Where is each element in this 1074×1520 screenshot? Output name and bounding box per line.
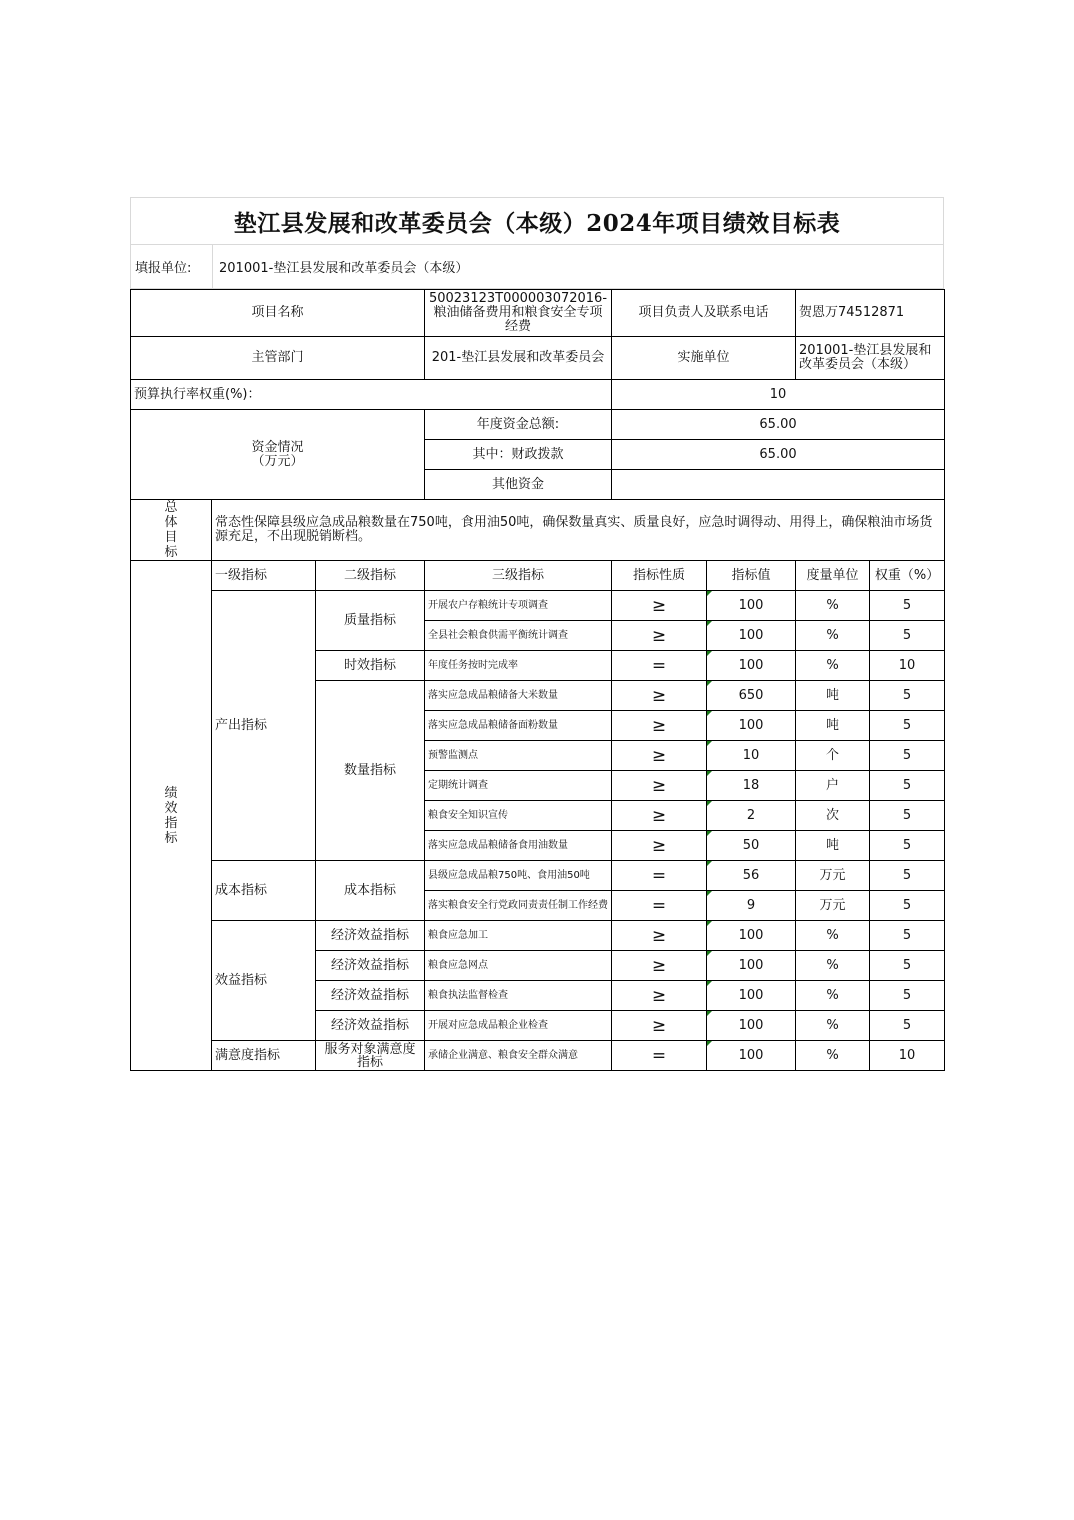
dept-label: 主管部门: [131, 337, 425, 380]
indicator-value: 650: [707, 681, 796, 711]
indicator-unit: %: [796, 621, 870, 651]
goal-label-cell: [131, 500, 212, 561]
indicator-unit: %: [796, 951, 870, 981]
indicator-value: 18: [707, 771, 796, 801]
indicator-value: 50: [707, 831, 796, 861]
indicator-name: 全县社会粮食供需平衡统计调查: [425, 621, 612, 651]
indicator-nature: ≥: [612, 771, 707, 801]
indicator-name: 定期统计调查: [425, 771, 612, 801]
indicator-value: 56: [707, 861, 796, 891]
fill-unit-label: 填报单位:: [131, 245, 213, 288]
indicator-nature: ≥: [612, 741, 707, 771]
funds-total-label: 年度资金总额:: [425, 410, 612, 440]
indicator-weight: 5: [870, 591, 945, 621]
indicator-name: 承储企业满意、粮食安全群众满意: [425, 1041, 612, 1071]
contact-label: 项目负责人及联系电话: [612, 290, 796, 337]
indicator-nature: ≥: [612, 1011, 707, 1041]
indicator-name: 年度任务按时完成率: [425, 651, 612, 681]
indicator-weight: 5: [870, 621, 945, 651]
indicator-nature: ≥: [612, 681, 707, 711]
indicator-nature: ≥: [612, 831, 707, 861]
header-level2: 二级指标: [316, 561, 425, 591]
indicator-weight: 5: [870, 801, 945, 831]
project-name-label: 项目名称: [131, 290, 425, 337]
indicator-value: 100: [707, 651, 796, 681]
indicator-weight: 5: [870, 951, 945, 981]
fill-unit-value: 201001-垫江县发展和改革委员会（本级）: [219, 261, 469, 276]
header-level3: 三级指标: [425, 561, 612, 591]
indicator-value: 100: [707, 711, 796, 741]
indicator-name: 粮食安全知识宣传: [425, 801, 612, 831]
indicator-value: 9: [707, 891, 796, 921]
indicator-weight: 5: [870, 711, 945, 741]
indicator-nature: ≥: [612, 621, 707, 651]
project-name-value: 50023123T000003072016-粮油储备费用和粮食安全专项经费: [425, 290, 612, 337]
indicator-nature: =: [612, 861, 707, 891]
indicator-nature: ≥: [612, 591, 707, 621]
indicator-name: 落实应急成品粮储备面粉数量: [425, 711, 612, 741]
indicator-unit: %: [796, 981, 870, 1011]
funds-other-value: [612, 470, 945, 500]
indicator-name: 粮食应急网点: [425, 951, 612, 981]
indicator-weight: 5: [870, 981, 945, 1011]
funds-fiscal-label: 其中：财政拨款: [425, 440, 612, 470]
level2-timeliness: 时效指标: [316, 651, 425, 681]
indicator-unit: 吨: [796, 681, 870, 711]
header-level1: 一级指标: [212, 561, 316, 591]
funds-label: 资金情况 （万元）: [131, 410, 425, 500]
indicator-nature: ≥: [612, 921, 707, 951]
indicator-weight: 5: [870, 1011, 945, 1041]
budget-rate-label: 预算执行率权重(%)：: [131, 380, 612, 410]
indicator-value: 2: [707, 801, 796, 831]
level1-satisfaction: 满意度指标: [212, 1041, 316, 1071]
goal-text: 常态性保障县级应急成品粮数量在750吨，食用油50吨，确保数量真实、质量良好，应急时调得动、用得上，确保粮油市场货源充足，不出现脱销断档。: [212, 500, 945, 561]
indicator-name: 县级应急成品粮750吨、食用油50吨: [425, 861, 612, 891]
indicator-unit: %: [796, 921, 870, 951]
indicator-nature: ≥: [612, 951, 707, 981]
performance-target-sheet: [130, 197, 944, 1071]
level2-economic: 经济效益指标: [316, 981, 425, 1011]
level2-quantity: 数量指标: [316, 681, 425, 861]
impl-label: 实施单位: [612, 337, 796, 380]
level1-cost: 成本指标: [212, 861, 316, 921]
indicator-value: 100: [707, 981, 796, 1011]
indicator-weight: 10: [870, 651, 945, 681]
level2-economic: 经济效益指标: [316, 1011, 425, 1041]
page-title: 垫江县发展和改革委员会（本级）2024年项目绩效目标表: [130, 197, 944, 244]
indicator-nature: ≥: [612, 981, 707, 1011]
header-unit: 度量单位: [796, 561, 870, 591]
indicators-label-cell: [131, 561, 212, 1071]
impl-value: 201001-垫江县发展和改革委员会（本级）: [796, 337, 945, 380]
indicator-value: 10: [707, 741, 796, 771]
indicator-value: 100: [707, 591, 796, 621]
level1-benefit: 效益指标: [212, 921, 316, 1041]
goal-label: 总体目标: [164, 500, 178, 560]
indicator-weight: 5: [870, 921, 945, 951]
indicator-unit: %: [796, 651, 870, 681]
indicator-name: 落实应急成品粮储备大米数量: [425, 681, 612, 711]
indicator-unit: 吨: [796, 711, 870, 741]
header-weight: 权重（%）: [870, 561, 945, 591]
indicator-unit: 万元: [796, 861, 870, 891]
level2-satisfaction: 服务对象满意度指标: [316, 1041, 425, 1071]
level1-output: 产出指标: [212, 591, 316, 861]
indicator-nature: =: [612, 891, 707, 921]
header-value: 指标值: [707, 561, 796, 591]
indicator-name: 落实应急成品粮储备食用油数量: [425, 831, 612, 861]
performance-table: [130, 289, 945, 1071]
indicators-label: 绩效指标: [164, 785, 178, 846]
indicator-value: 100: [707, 951, 796, 981]
indicator-value: 100: [707, 921, 796, 951]
indicator-value: 100: [707, 1011, 796, 1041]
funds-total-value: 65.00: [612, 410, 945, 440]
indicator-value: 100: [707, 1041, 796, 1071]
indicator-unit: %: [796, 1041, 870, 1071]
funds-fiscal-value: 65.00: [612, 440, 945, 470]
indicator-weight: 5: [870, 891, 945, 921]
indicator-weight: 5: [870, 831, 945, 861]
budget-rate-value: 10: [612, 380, 945, 410]
indicator-unit: %: [796, 1011, 870, 1041]
funds-other-label: 其他资金: [425, 470, 612, 500]
indicator-name: 开展对应急成品粮企业检查: [425, 1011, 612, 1041]
header-nature: 指标性质: [612, 561, 707, 591]
indicator-unit: 户: [796, 771, 870, 801]
indicator-unit: 个: [796, 741, 870, 771]
indicator-unit: 万元: [796, 891, 870, 921]
indicator-unit: %: [796, 591, 870, 621]
indicator-weight: 5: [870, 861, 945, 891]
indicator-nature: ≥: [612, 711, 707, 741]
level2-quality: 质量指标: [316, 591, 425, 651]
indicator-nature: ≥: [612, 801, 707, 831]
indicator-name: 粮食应急加工: [425, 921, 612, 951]
indicator-nature: =: [612, 1041, 707, 1071]
indicator-weight: 5: [870, 771, 945, 801]
dept-value: 201-垫江县发展和改革委员会: [425, 337, 612, 380]
indicator-value: 100: [707, 621, 796, 651]
indicator-name: 开展农户存粮统计专项调查: [425, 591, 612, 621]
indicator-unit: 次: [796, 801, 870, 831]
fill-unit-row: [130, 244, 944, 289]
indicator-weight: 5: [870, 741, 945, 771]
indicator-name: 预警监测点: [425, 741, 612, 771]
level2-economic: 经济效益指标: [316, 921, 425, 951]
indicator-name: 粮食执法监督检查: [425, 981, 612, 1011]
indicator-weight: 10: [870, 1041, 945, 1071]
indicator-nature: =: [612, 651, 707, 681]
contact-value: 贺恩万74512871: [796, 290, 945, 337]
indicator-unit: 吨: [796, 831, 870, 861]
level2-cost: 成本指标: [316, 861, 425, 921]
level2-economic: 经济效益指标: [316, 951, 425, 981]
indicator-weight: 5: [870, 681, 945, 711]
indicator-name: 落实粮食安全行党政同责责任制工作经费: [425, 891, 612, 921]
